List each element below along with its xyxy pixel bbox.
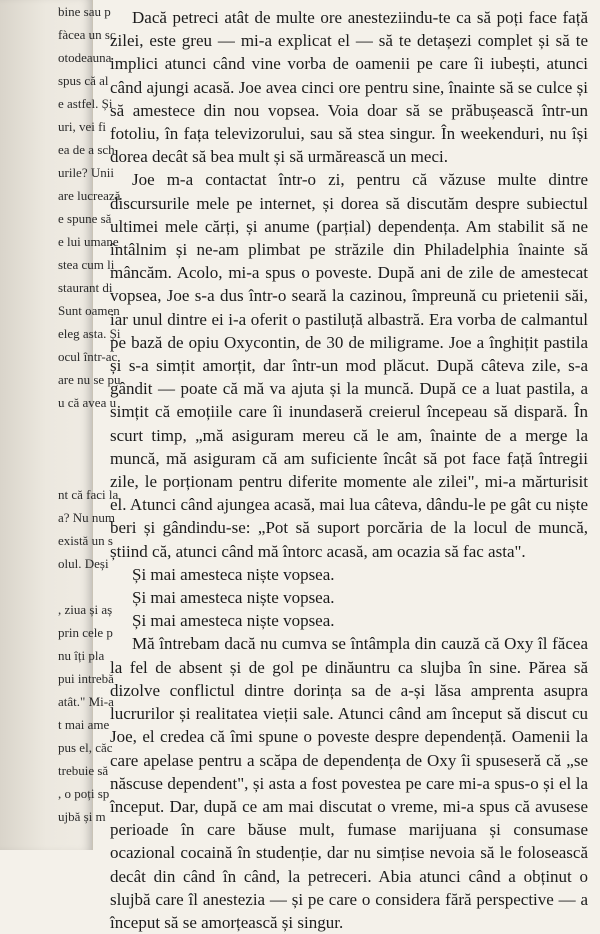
previous-page-fragment: există un s [58, 533, 113, 548]
previous-page-fragment: Sunt oamen [58, 303, 120, 318]
previous-page-fragment: pus el, căc [58, 740, 113, 755]
previous-page-edge [0, 0, 121, 850]
paragraph-refrain-3: Și mai amesteca niște vopsea. [132, 611, 335, 631]
previous-page-fragment: atât." Mi-a [58, 694, 114, 709]
paragraph-3: Mă întrebam dacă nu cumva se întâmpla din cauză că Oxy îl făcea la fel de absent și de gol pe dinăuntru ca slujba în sine. Părea să dizolve conflictul dintre dorința sa de a-și lăsa amprenta asupra lucrurilor și realitatea vieții sale. Atunci când am început să discut cu Joe, el credea că îmi spune o poveste despre dependență. Oamenii la care apelase pentru a scăpa de dependența de Oxy îi spuseseră că „se născuse dependent", și asta a fost povestea pe care mi-a spus-o și el la început. Dar, după ce am mai discutat o vreme, mi-a spus că avusese perioade în care băuse mult, fumase marijuana și consumase ocazional cocaină în studenție, dar nu simțise nevoia să le folosească decât din când în când, la petreceri. Abia atunci când a obținut o slujbă care îl anestezia — și pe care o considera fără perspective — a început să se amorțească și singur. [110, 634, 588, 932]
previous-page-fragment: spus că al [58, 73, 109, 88]
paragraph-2: Joe m-a contactat într-o zi, pentru că văzuse multe dintre discursurile mele pe internet, și dorea să discutăm despre subiectul ultimei mele cărți, și anume (parțial) dependența. Am stabilit să ne întâlnim și ne-am plimbat pe străzile din Philadelphia înainte să mâncăm. Acolo, mi-a spus o poveste. După ani de zile de amestecat vopsea, Joe s-a dus într-o seară la cazinou, împreună cu prietenii săi, iar unul dintre ei i-a oferit o pastiluță albastră. Era vorba de calmantul pe bază de opiu Oxycontin, de 30 de miligrame. Joe a înghițit pastila și s-a simțit amorțit, dar într-un mod plăcut. După câteva zile, s-a gândit — poate că mă va ajuta și la muncă. După ce a luat pastila, a simțit că emoțiile care îi inundaseră creierul începeau să dispară. În scurt timp, „mă asiguram mereu că le am, înainte de a merge la muncă, mă asiguram că am suficiente încât să pot face față întregii zile, le porționam pentru diferite momente ale zilei", mi-a mărturisit el. Atunci când ajungea acasă, mai lua câteva, dându-le pe gât cu niște beri și gândindu-se: „Pot să suport porcăria de la locul de muncă, știind că, atunci când mă întorc acasă, am ocazia să fac asta". [110, 170, 588, 561]
previous-page-fragment: urile? Unii [58, 165, 114, 180]
previous-page-fragment: , o poți sp [58, 786, 110, 801]
paragraph-refrain-1: Și mai amesteca niște vopsea. [132, 564, 335, 584]
previous-page-fragment: otodeauna [58, 50, 112, 65]
previous-page-fragment: staurant di [58, 280, 113, 295]
previous-page-fragment: fàcea un sc [58, 27, 116, 42]
previous-page-fragment: e lui umane [58, 234, 119, 249]
previous-page-fragment: prin cele p [58, 625, 113, 640]
previous-page-fragment: stea cum li [58, 257, 115, 272]
previous-page-fragment: are lucrează [58, 188, 121, 203]
previous-page-fragment: , ziua și aș [58, 602, 113, 617]
previous-page-fragment: uri, vei fi [58, 119, 107, 134]
previous-page-fragment: trebuie să [58, 763, 109, 778]
previous-page-fragment: pui intrebă [58, 671, 114, 686]
page-body [110, 6, 588, 934]
previous-page-fragment: ea de a sch [58, 142, 115, 157]
previous-page-fragment: u că avea u [58, 395, 117, 410]
previous-page-fragment: nu îți pla [58, 648, 105, 663]
previous-page-fragment: a? Nu num [58, 510, 116, 525]
paragraph-1: Dacă petreci atât de multe ore anesteziindu-te ca să poți face față zilei, este greu — mi-a explicat el — să te detașezi complet și să te implici atunci când vine vorba de oamenii pe care îi iubești, atunci când ajungi acasă. Joe avea cinci ore pentru sine, înainte să se culce și să amestece din nou vopsea. Voia doar să se prăbușească într-un fotoliu, în fața televizorului, sau să stea singur. În weekenduri, nu își dorea decât să bea mult și să urmărească un meci. [110, 8, 588, 167]
previous-page-fragment [0, 437, 92, 460]
previous-page-fragment: e astfel. Și [58, 96, 113, 111]
previous-page-fragment: olul. Deși [58, 556, 109, 571]
previous-page-fragment [0, 460, 92, 483]
previous-page-fragment: t mai ame [58, 717, 110, 732]
previous-page-fragment: e spune să [58, 211, 112, 226]
previous-page-fragment [0, 414, 92, 437]
previous-page-fragment [0, 575, 92, 598]
previous-page-fragment: bine sau p [58, 4, 111, 19]
paragraph-refrain-2: Și mai amesteca niște vopsea. [132, 588, 335, 608]
previous-page-fragment: nt că faci la [58, 487, 119, 502]
previous-page-fragment: are nu se pu [58, 372, 121, 387]
previous-page-fragment: eleg asta. Și [58, 326, 121, 341]
previous-page-fragment: ujbă și m [58, 809, 106, 824]
previous-page-fragment: ocul într-ac [58, 349, 118, 364]
